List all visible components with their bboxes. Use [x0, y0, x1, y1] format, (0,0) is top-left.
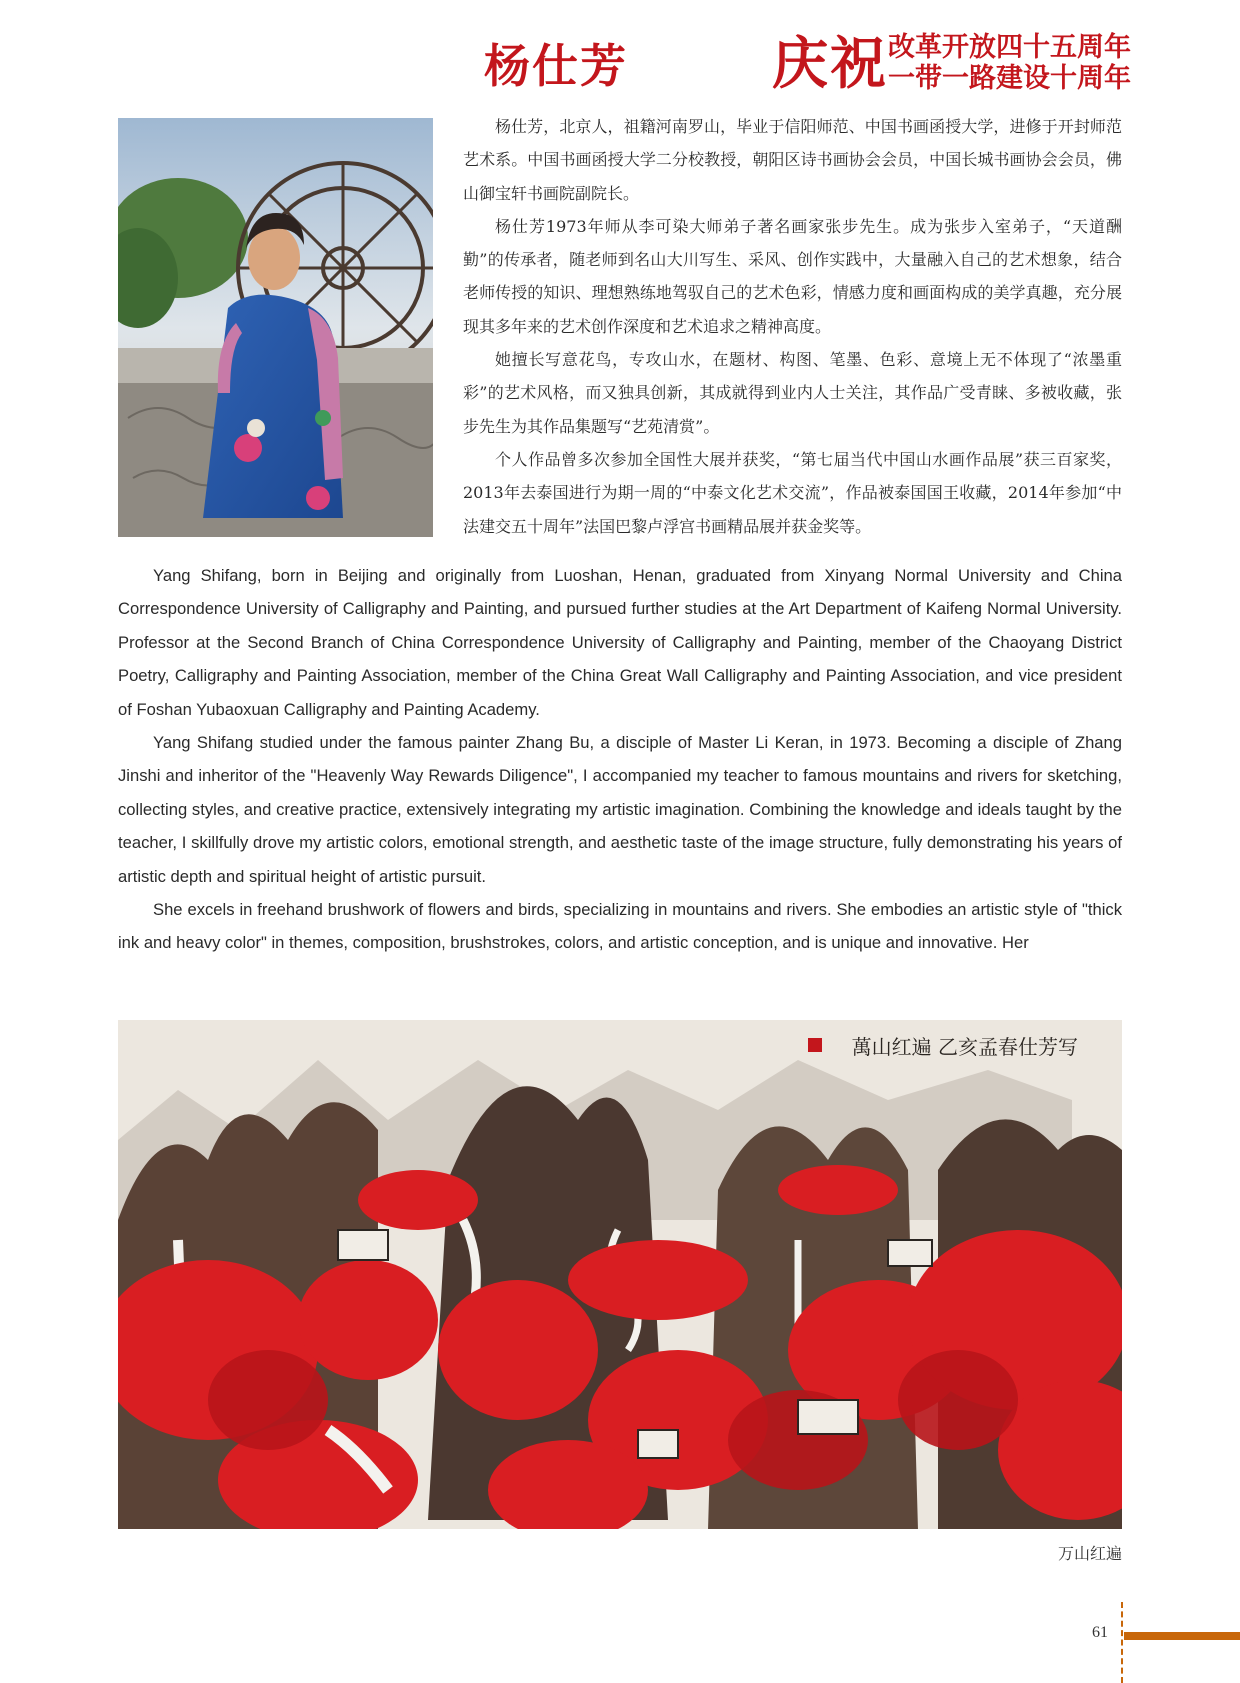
painting-caption: 万山红遍: [1057, 1544, 1122, 1563]
zh-bio-paragraph: 个人作品曾多次参加全国性大展并获奖，“第七届当代中国山水画作品展”获三百家奖，2013年去泰国进行为期一周的“中泰文化艺术交流”，作品被泰国国王收藏，2014年参加“中法建交五十周年”法国巴黎卢浮宫书画精品展并获金奖等。: [463, 449, 1122, 536]
chinese-biography: [463, 110, 1122, 543]
artist-portrait-photo: [118, 118, 433, 537]
footer-dashed-line: [1121, 1602, 1123, 1683]
footer-accent-bar: [1124, 1632, 1240, 1640]
portrait-illustration: [118, 118, 433, 537]
slogan-block: [888, 32, 1131, 94]
slogan-line-2: 一带一路建设十周年: [888, 63, 1131, 94]
en-bio-paragraph: She excels in freehand brushwork of flowers and birds, specializing in mountains and rivers. She embodies an artistic style of "thick ink and heavy color" in themes, composition, brushstrokes, colors, and artistic conception, and is unique and innovative. Her: [118, 900, 1122, 953]
artist-seal: [808, 1038, 822, 1052]
zh-bio-paragraph: 杨仕芳1973年师从李可染大师弟子著名画家张步先生。成为张步入室弟子，“天道酬勤”的传承者，随老师到名山大川写生、采风、创作实践中，大量融入自己的艺术想象，结合老师传授的知识、理想熟练地驾驭自己的艺术色彩，情感力度和画面构成的美学真趣，充分展现其多年来的艺术创作深度和艺术追求之精神高度。: [463, 216, 1122, 336]
artist-name-title: 杨仕芳: [484, 39, 628, 93]
painting-inscription: 萬山红遍 乙亥孟春仕芳写: [851, 1035, 1078, 1059]
en-bio-paragraph: Yang Shifang, born in Beijing and originally from Luoshan, Henan, graduated from Xinyang Normal University and China Correspondence University of Calligraphy and Painting, and pursued further studies at the Art Department of Kaifeng Normal University. Professor at the Second Branch of China Correspondence University of Calligraphy and Painting, member of the Chaoyang District Poetry, Calligraphy and Painting Association, member of the China Great Wall Calligraphy and Painting Association, and vice president of Foshan Yubaoxuan Calligraphy and Painting Academy.: [118, 566, 1122, 719]
zh-bio-paragraph: 杨仕芳，北京人，祖籍河南罗山，毕业于信阳师范、中国书画函授大学，进修于开封师范艺术系。中国书画函授大学二分校教授，朝阳区诗书画协会会员，中国长城书画协会会员，佛山御宝轩书画院副院长。: [463, 117, 1122, 203]
page-number: 61: [1092, 1624, 1108, 1641]
en-bio-paragraph: Yang Shifang studied under the famous painter Zhang Bu, a disciple of Master Li Keran, in 1973. Becoming a disciple of Zhang Jinshi and inheritor of the "Heavenly Way Rewards Diligence", I accompanied my teacher to famous mountains and rivers for sketching, collecting styles, and creative practice, extensively integrating my artistic imagination. Combining the knowledge and ideals taught by the teacher, I skillfully drove my artistic colors, emotional strength, and aesthetic taste of the image structure, fully demonstrating his years of artistic depth and spiritual height of artistic pursuit.: [118, 733, 1122, 886]
english-biography: [118, 559, 1122, 960]
slogan-line-1: 改革开放四十五周年: [888, 32, 1131, 63]
celebrate-heading: 庆祝: [772, 31, 888, 97]
landscape-painting: [118, 1020, 1122, 1529]
painting-illustration: [118, 1020, 1122, 1529]
zh-bio-paragraph: 她擅长写意花鸟，专攻山水，在题材、构图、笔墨、色彩、意境上无不体现了“浓墨重彩”的艺术风格，而又独具创新，其成就得到业内人士关注，其作品广受青睐、多被收藏，张步先生为其作品集题写“艺苑清赏”。: [463, 350, 1122, 436]
